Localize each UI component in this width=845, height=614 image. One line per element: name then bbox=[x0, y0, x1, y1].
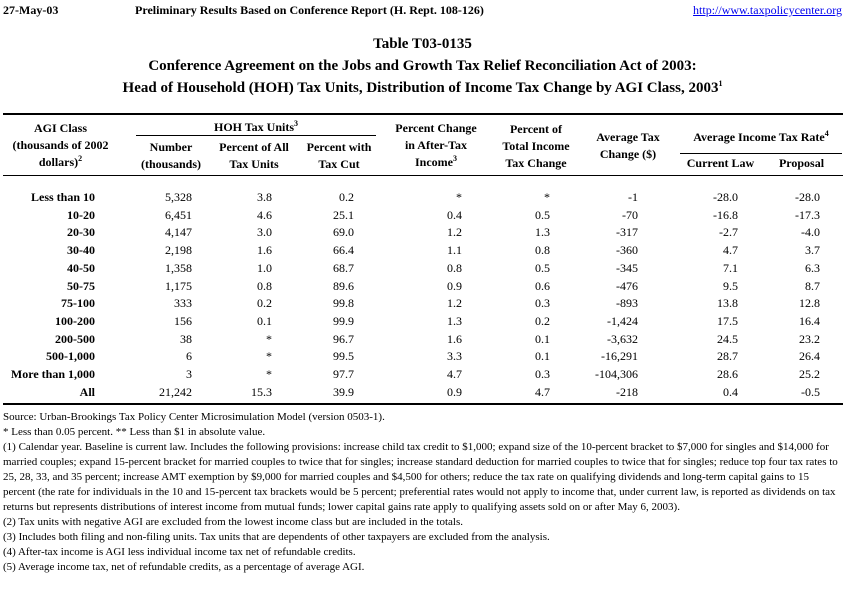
table-cell: -0.5 bbox=[801, 384, 820, 399]
row-label: 500-1,000 bbox=[46, 349, 95, 364]
percent-total-header: Percent of Total Income Tax Change bbox=[502, 122, 570, 170]
row-label: Less than 10 bbox=[30, 190, 95, 204]
current-law-header: Current Law bbox=[686, 156, 755, 170]
table-cell: 15.3 bbox=[251, 384, 272, 399]
row-label: 200-500 bbox=[55, 331, 95, 346]
row-label: 10-20 bbox=[67, 207, 95, 222]
table-cell: 0.1 bbox=[257, 313, 272, 328]
table-cell: 8.7 bbox=[805, 278, 820, 293]
table-cell: 4.7 bbox=[535, 384, 550, 399]
table-cell: 21,242 bbox=[159, 384, 192, 399]
table-cell: 0.4 bbox=[447, 207, 462, 222]
table-cell: 1.0 bbox=[257, 260, 272, 275]
table-cell: -1,424 bbox=[607, 313, 638, 328]
table-cell: * bbox=[266, 349, 272, 364]
table-cell: 0.6 bbox=[535, 278, 550, 293]
table-cell: 16.4 bbox=[799, 313, 820, 328]
table-cell: 3.0 bbox=[257, 225, 272, 240]
agi-class-header: AGI Class (thousands of 2002 dollars)$^2$ bbox=[12, 121, 109, 169]
footnotes bbox=[3, 410, 843, 575]
table-cell: 13.8 bbox=[717, 296, 738, 311]
table-cell: 1,175 bbox=[165, 278, 192, 293]
row-label: 20-30 bbox=[67, 225, 95, 240]
table-cell: 99.9 bbox=[333, 313, 354, 328]
table-cell: 89.6 bbox=[333, 278, 354, 293]
table-cell: -28.0 bbox=[795, 190, 820, 204]
row-label: 50-75 bbox=[67, 278, 95, 293]
table-cell: 3.3 bbox=[447, 349, 462, 364]
table-cell: -17.3 bbox=[795, 207, 820, 222]
table-cell: 96.7 bbox=[333, 331, 354, 346]
table-cell: 24.5 bbox=[717, 331, 738, 346]
table-cell: -360 bbox=[616, 243, 638, 258]
rate-group-underline bbox=[680, 153, 842, 154]
table-cell: 5,328 bbox=[165, 190, 192, 204]
table-cell: 333 bbox=[174, 296, 192, 311]
table-cell: * bbox=[266, 331, 272, 346]
report-status: Preliminary Results Based on Conference Report (H. Rept. 108-126) bbox=[135, 3, 484, 17]
table-title: Conference Agreement on the Jobs and Growth Tax Relief Reconciliation Act of 2003: bbox=[148, 58, 697, 74]
table-cell: 1.3 bbox=[535, 225, 550, 240]
table-cell: 1.3 bbox=[447, 313, 462, 328]
footnote-5: (5) Average income tax, net of refundable credits, as a percentage of average AGI. bbox=[3, 561, 365, 573]
footnote-2: (2) Tax units with negative AGI are excluded from the lowest income class but are included in the totals. bbox=[3, 516, 463, 528]
row-label: 30-40 bbox=[67, 243, 95, 258]
footnote-source: Source: Urban-Brookings Tax Policy Center Microsimulation Model (version 0503-1). bbox=[3, 411, 385, 423]
table-cell: -345 bbox=[616, 260, 638, 275]
table-cell: 3 bbox=[186, 367, 192, 381]
table-cell: * bbox=[456, 190, 462, 204]
table-bottom-rule bbox=[3, 403, 843, 405]
table-cell: -218 bbox=[616, 384, 638, 399]
table-cell: 6,451 bbox=[165, 207, 192, 222]
table-cell: 0.3 bbox=[535, 296, 550, 311]
table-cell: -3,632 bbox=[607, 331, 638, 346]
row-label: 75-100 bbox=[61, 296, 95, 311]
table-cell: 9.5 bbox=[723, 278, 738, 293]
number-header: Number (thousands) bbox=[140, 140, 202, 171]
table-number: Table T03-0135 bbox=[373, 36, 472, 52]
footnote-1: (1) Calendar year. Baseline is current law. Includes the following provisions: increase child tax credit to $1,000; expand size of the 10-percent bracket to $7,000 for singles and $14,000 for married couples; expand 15-percent bracket for married couples to twice that for singles; increase standard deduction for married couples to twice that for singles; reduce top four tax rates to 25, 28, 33, and 35 percent; increase AMT exemption by $9,000 for married couples and $4,500 for others; reduce the tax rate on qualifying dividends and long-term capital gains to 15 percent (the rate for individuals in the 10 and 15-percent tax brackets would be 5 percent; preferential rates would not apply to income that, under current law, is reported as dividends on tax returns but represents distributions of interest income from mutual funds; lower capital gains rate apply to qualifying assets sold on or after May 6, 2003). bbox=[3, 441, 838, 513]
header-bottom-rule bbox=[3, 175, 843, 176]
table-cell: 0.2 bbox=[339, 190, 354, 204]
table-cell: 0.3 bbox=[535, 367, 550, 381]
table-cell: 6.3 bbox=[805, 260, 820, 275]
table-cell: 38 bbox=[180, 331, 192, 346]
percent-cut-header: Percent with Tax Cut bbox=[306, 140, 372, 171]
table-cell: -317 bbox=[616, 225, 638, 240]
table-cell: 0.4 bbox=[723, 384, 738, 399]
table-cell: 25.2 bbox=[799, 367, 820, 381]
source-link[interactable]: http://www.taxpolicycenter.org bbox=[693, 3, 842, 17]
table-cell: 3.7 bbox=[805, 243, 820, 258]
avg-change-header: Average Tax Change ($) bbox=[596, 130, 660, 161]
percent-all-header: Percent of All Tax Units bbox=[219, 140, 289, 171]
footnote-star: * Less than 0.05 percent. ** Less than $1 in absolute value. bbox=[3, 426, 266, 438]
table-cell: -28.0 bbox=[713, 190, 738, 204]
table-cell: -4.0 bbox=[801, 225, 820, 240]
table-cell: 0.1 bbox=[535, 349, 550, 364]
table-cell: 0.5 bbox=[535, 207, 550, 222]
table-cell: 69.0 bbox=[333, 225, 354, 240]
table-cell: 7.1 bbox=[723, 260, 738, 275]
row-label: More than 1,000 bbox=[10, 367, 95, 381]
table-cell: * bbox=[544, 190, 550, 204]
table-cell: 0.9 bbox=[447, 384, 462, 399]
percent-change-header: Percent Change in After-Tax Income$^3$ bbox=[395, 121, 477, 169]
footnote-4: (4) After-tax income is AGI less individual income tax net of refundable credits. bbox=[3, 546, 356, 558]
table-cell: 17.5 bbox=[717, 313, 738, 328]
table-cell: 0.1 bbox=[535, 331, 550, 346]
table-cell: 4.7 bbox=[723, 243, 738, 258]
table-cell: 68.7 bbox=[333, 260, 354, 275]
table-cell: 26.4 bbox=[799, 349, 820, 364]
top-rule bbox=[3, 113, 843, 115]
table-cell: 1.2 bbox=[447, 225, 462, 240]
table-cell: 2,198 bbox=[165, 243, 192, 258]
avg-rate-header: Average Income Tax Rate$^4$ bbox=[693, 129, 829, 144]
table-cell: 0.8 bbox=[257, 278, 272, 293]
table-cell: 66.4 bbox=[333, 243, 354, 258]
table-cell: 4.7 bbox=[447, 367, 462, 381]
table-cell: 0.8 bbox=[447, 260, 462, 275]
table-cell: 23.2 bbox=[799, 331, 820, 346]
table-cell: 0.8 bbox=[535, 243, 550, 258]
row-label: All bbox=[79, 384, 95, 399]
table-cell: 25.1 bbox=[333, 207, 354, 222]
table-cell: -70 bbox=[622, 207, 638, 222]
table-cell: * bbox=[266, 367, 272, 381]
table-cell: 28.7 bbox=[717, 349, 738, 364]
table-cell: -1 bbox=[628, 190, 638, 204]
table-cell: 99.8 bbox=[333, 296, 354, 311]
table-cell: 156 bbox=[174, 313, 192, 328]
proposal-header: Proposal bbox=[778, 156, 825, 170]
table-cell: 1,358 bbox=[165, 260, 192, 275]
table-cell: 3.8 bbox=[257, 190, 272, 204]
row-label: 40-50 bbox=[67, 260, 95, 275]
table-cell: 0.2 bbox=[535, 313, 550, 328]
table-cell: 12.8 bbox=[799, 296, 820, 311]
table-cell: 1.2 bbox=[447, 296, 462, 311]
table-cell: -893 bbox=[616, 296, 638, 311]
table-cell: 4,147 bbox=[165, 225, 192, 240]
table-cell: -16.8 bbox=[713, 207, 738, 222]
table-cell: 6 bbox=[186, 349, 192, 364]
table-cell: 1.6 bbox=[257, 243, 272, 258]
table-cell: 97.7 bbox=[333, 367, 354, 381]
table-subtitle: Head of Household (HOH) Tax Units, Distribution of Income Tax Change by AGI Class, 2003$^1$ bbox=[122, 79, 723, 96]
table-cell: 99.5 bbox=[333, 349, 354, 364]
hoh-tax-units-header: HOH Tax Units$^3$ bbox=[213, 119, 299, 134]
table-cell: -16,291 bbox=[601, 349, 638, 364]
table-cell: 1.6 bbox=[447, 331, 462, 346]
table-cell: 28.6 bbox=[717, 367, 738, 381]
table-cell: -2.7 bbox=[719, 225, 738, 240]
table-cell: 1.1 bbox=[447, 243, 462, 258]
table-cell: 39.9 bbox=[333, 384, 354, 399]
table-cell: 0.2 bbox=[257, 296, 272, 311]
report-date: 27-May-03 bbox=[3, 3, 59, 17]
row-label: 100-200 bbox=[55, 313, 95, 328]
table-cell: 0.5 bbox=[535, 260, 550, 275]
footnote-3: (3) Includes both filing and non-filing units. Tax units that are dependents of other taxpayers are excluded from the analysis. bbox=[3, 531, 550, 543]
table-cell: 0.9 bbox=[447, 278, 462, 293]
table-cell: -476 bbox=[616, 278, 638, 293]
table-cell: 4.6 bbox=[257, 207, 272, 222]
table-cell: -104,306 bbox=[595, 367, 638, 381]
